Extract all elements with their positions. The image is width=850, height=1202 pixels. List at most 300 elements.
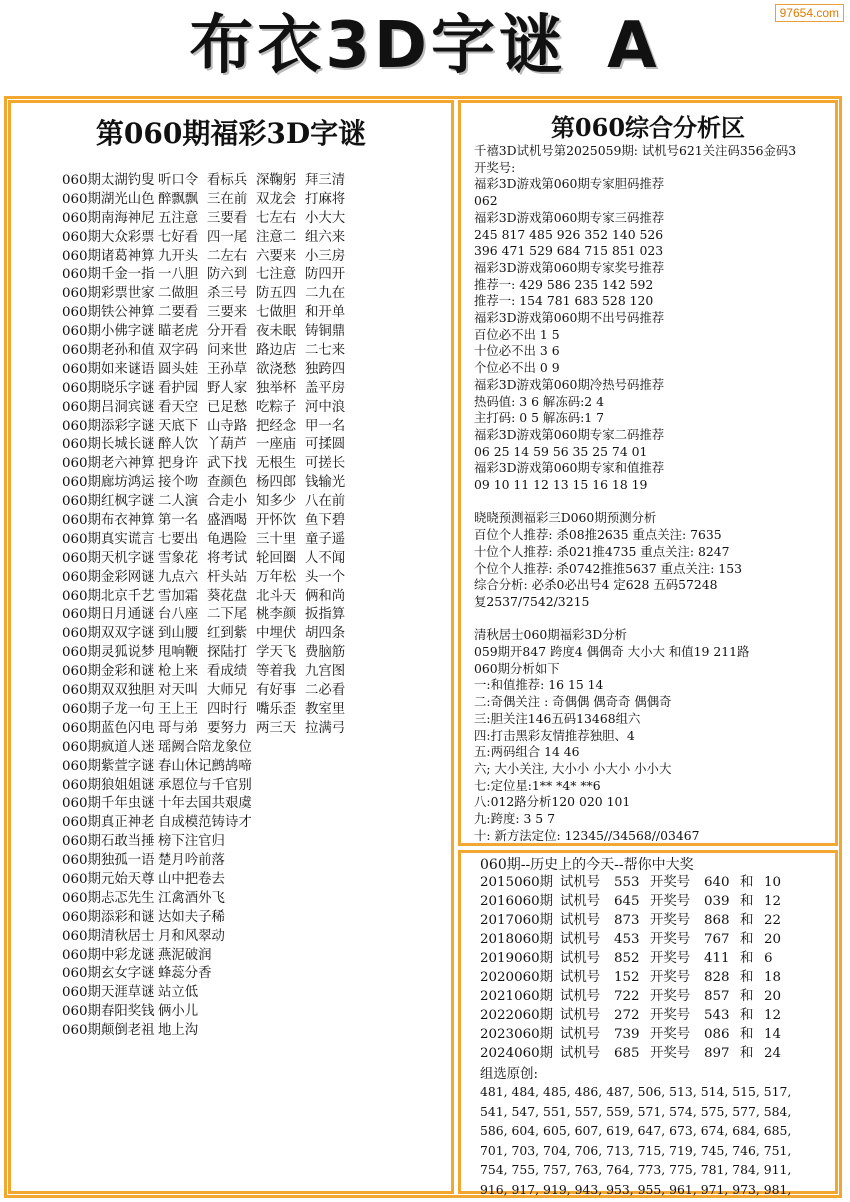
riddle-row: [62, 984, 354, 1003]
analysis-line: 复2537/7542/3215: [474, 593, 590, 609]
riddle-source: 060期老孙和值: [62, 343, 155, 359]
riddle-clue: 胡四条: [305, 626, 346, 642]
analysis-line: 十位必不出 3 6: [474, 343, 560, 359]
riddle-source: 060期湖光山色: [62, 191, 155, 207]
riddle-clue: 三要看: [207, 210, 248, 226]
riddle-clue: 第一名: [158, 513, 199, 529]
riddle-row: [62, 814, 354, 833]
history-test-label: 试机号: [560, 951, 601, 966]
analysis-line: 09 10 11 12 13 15 16 18 19: [474, 477, 648, 493]
riddle-clue: 甩响鞭: [158, 645, 199, 661]
history-title: 060期--历史上的今天--帮你中大奖: [480, 857, 694, 873]
riddle-clue: 二必看: [305, 683, 346, 699]
history-period: 2021060期: [480, 989, 554, 1004]
riddle-clue: 四时行: [207, 701, 248, 717]
riddle-clue: 双龙会: [256, 191, 297, 207]
riddle-clue: 接个吻: [158, 475, 199, 491]
history-draw-label: 开奖号: [650, 913, 691, 928]
riddle-clue: 费脑筋: [305, 645, 346, 661]
riddle-source: 060期日月通谜: [62, 607, 155, 623]
riddle-clue: 分开看: [207, 324, 248, 340]
riddle-clue: 可揉圆: [305, 437, 346, 453]
analysis-line: 福彩3D游戏第060期专家二码推荐: [474, 426, 665, 442]
riddle-row: [62, 720, 354, 739]
riddle-clue: 三十里: [256, 531, 297, 547]
analysis-line: 四:打击黑彩友情推荐独胆、4: [474, 727, 635, 743]
riddle-row: [62, 758, 354, 777]
riddle-row: [62, 323, 354, 342]
history-test-number: 272: [614, 1008, 640, 1023]
analysis-gap: [474, 611, 834, 628]
riddle-source: 060期忐忑先生: [62, 890, 155, 906]
riddle-row: [62, 304, 354, 323]
riddle-clue: 万年松: [256, 569, 297, 585]
analysis-line: 福彩3D游戏第060期专家奖号推荐: [474, 259, 665, 275]
riddle-clue: 王上王: [158, 701, 199, 717]
riddle-clue: 四一尾: [207, 229, 248, 245]
riddle-row: [62, 1003, 354, 1022]
riddle-row: [62, 795, 354, 814]
history-test-label: 试机号: [560, 1046, 601, 1061]
riddle-row: [62, 531, 354, 550]
riddle-clue: 圆头娃: [158, 361, 199, 377]
riddle-clue: 春山休记鹧鸪啼: [158, 758, 252, 774]
analysis-line: 059期开847 跨度4 偶偶奇 大小大 和值19 211路: [474, 644, 750, 660]
analysis-line: 福彩3D游戏第060期专家和值推荐: [474, 460, 665, 476]
analysis-gap: [474, 494, 834, 511]
riddle-clue: 可搓长: [305, 456, 346, 472]
analysis-line: 开奖号:: [474, 159, 516, 175]
riddle-row: [62, 852, 354, 871]
analysis-line: 百位个人推荐: 杀08推2635 重点关注: 7635: [474, 527, 722, 543]
riddle-clue: 拜三清: [305, 173, 346, 188]
riddle-source: 060期石敢当捶: [62, 834, 155, 850]
riddle-clue: 查颜色: [207, 475, 248, 491]
history-sum: 12: [764, 894, 782, 909]
history-test-label: 试机号: [560, 989, 601, 1004]
riddle-row: [62, 909, 354, 928]
riddle-clue: 人不闻: [305, 550, 346, 566]
riddle-clue: 看标兵: [207, 173, 248, 188]
riddle-clue: 组六来: [305, 229, 346, 245]
riddle-source: 060期老六神算: [62, 456, 155, 472]
riddle-clue: 七左右: [256, 210, 297, 226]
riddle-clue: 鱼下碧: [305, 513, 346, 529]
riddle-clue: 二左右: [207, 248, 248, 264]
riddle-clue: 嘴乐歪: [256, 701, 297, 717]
history-sum-label: 和: [740, 1027, 754, 1042]
riddle-source: 060期金彩网谜: [62, 569, 155, 585]
riddle-source: 060期千年虫谜: [62, 796, 155, 812]
riddle-clue: 探陆打: [207, 645, 248, 661]
history-row: [480, 1025, 781, 1044]
history-period: 2020060期: [480, 970, 554, 985]
history-test-number: 685: [614, 1046, 640, 1061]
history-draw-number: 640: [704, 875, 730, 890]
history-draw-number: 039: [704, 894, 730, 909]
history-test-number: 722: [614, 989, 640, 1004]
history-period: 2023060期: [480, 1027, 554, 1042]
riddle-source: 060期小佛字谜: [62, 324, 155, 340]
riddle-clue: 雪加霜: [158, 588, 199, 604]
history-test-label: 试机号: [560, 894, 601, 909]
analysis-line: 个位必不出 0 9: [474, 360, 560, 376]
riddle-clue: 盛酒喝: [207, 513, 248, 529]
riddle-row: [62, 285, 354, 304]
history-sum-label: 和: [740, 913, 754, 928]
riddle-clue: 一八胆: [158, 267, 199, 283]
riddle-clue: 一座庙: [256, 437, 297, 453]
riddle-clue: 小三房: [305, 248, 346, 264]
history-draw-label: 开奖号: [650, 970, 691, 985]
riddle-row: [62, 965, 354, 984]
analysis-line: 福彩3D游戏第060期专家胆码推荐: [474, 176, 665, 192]
riddle-source: 060期天机字谜: [62, 550, 155, 566]
analysis-line: 推荐一: 154 781 683 528 120: [474, 293, 654, 309]
riddle-source: 060期灵狐说梦: [62, 645, 155, 661]
history-draw-label: 开奖号: [650, 1046, 691, 1061]
history-table: [480, 873, 781, 1063]
history-sum: 20: [764, 989, 782, 1004]
history-sum: 14: [764, 1027, 782, 1042]
riddle-clue: 七要出: [158, 531, 199, 547]
riddle-clue: 红到紫: [207, 626, 248, 642]
riddle-clue: 杆头站: [207, 569, 248, 585]
riddle-clue: 防四开: [305, 267, 346, 283]
riddle-clue: 防六到: [207, 267, 248, 283]
analysis-line: 清秋居士060期福彩3D分析: [474, 627, 627, 643]
analysis-line: 五:两码组合 14 46: [474, 744, 580, 760]
riddle-clue: 雪象花: [158, 550, 199, 566]
banner-letter: A: [607, 9, 661, 83]
riddle-source: 060期添彩字谜: [62, 418, 155, 434]
riddle-clue: 二要看: [158, 305, 199, 321]
history-test-label: 试机号: [560, 970, 601, 985]
history-test-label: 试机号: [560, 913, 601, 928]
history-sum-label: 和: [740, 932, 754, 947]
history-period: 2015060期: [480, 875, 554, 890]
riddle-source: 060期蓝色闪电: [62, 720, 155, 736]
history-sum-label: 和: [740, 875, 754, 890]
riddle-clue: 站立低: [158, 985, 199, 1001]
analysis-line: 一:和值推荐: 16 15 14: [474, 677, 604, 693]
riddle-clue: 丫葫芦: [207, 437, 248, 453]
riddle-source: 060期北京千艺: [62, 588, 155, 604]
banner-text: 布衣3D字谜: [189, 9, 568, 83]
history-period: 2017060期: [480, 913, 554, 928]
riddle-clue: 拉满弓: [305, 720, 346, 736]
history-row: [480, 892, 781, 911]
riddle-row: [62, 644, 354, 663]
riddle-clue: 达如夫子稀: [158, 909, 225, 925]
riddle-source: 060期如来谜语: [62, 361, 155, 377]
riddle-clue: 把身许: [158, 456, 199, 472]
riddle-clue: 听口令: [158, 173, 199, 188]
riddle-clue: 枪上来: [158, 664, 199, 680]
riddle-clue: 有好事: [256, 683, 297, 699]
riddle-row: [62, 512, 354, 531]
history-sum: 6: [764, 951, 773, 966]
riddle-row: [62, 833, 354, 852]
riddle-clue: 问来世: [207, 343, 248, 359]
history-sum: 20: [764, 932, 782, 947]
analysis-line: 八:012路分析120 020 101: [474, 794, 631, 810]
banner-title: [0, 4, 850, 92]
history-sum: 24: [764, 1046, 782, 1061]
history-row: [480, 873, 781, 892]
history-draw-number: 086: [704, 1027, 730, 1042]
riddle-clue: 天底下: [158, 418, 199, 434]
riddle-source: 060期狼姐姐谜: [62, 777, 155, 793]
riddle-clue: 和开单: [305, 305, 346, 321]
riddle-clue: 瑶阙合陪龙象位: [158, 739, 252, 755]
riddle-clue: 打麻将: [305, 191, 346, 207]
riddle-clue: 山中把卷去: [158, 871, 225, 887]
riddle-clue: 五注意: [158, 210, 199, 226]
history-row: [480, 949, 781, 968]
riddle-clue: 龟遇险: [207, 531, 248, 547]
riddle-row: [62, 248, 354, 267]
riddle-row: [62, 436, 354, 455]
analysis-text: [474, 143, 834, 845]
riddle-source: 060期彩票世家: [62, 286, 155, 302]
riddle-clue: 二七来: [305, 343, 346, 359]
riddle-clue: 地上沟: [158, 1023, 199, 1039]
riddle-row: [62, 1022, 354, 1041]
history-test-label: 试机号: [560, 1008, 601, 1023]
riddle-clue: 山寺路: [207, 418, 248, 434]
history-row: [480, 930, 781, 949]
history-sum: 22: [764, 913, 782, 928]
riddle-clue: 自成模范铸诗才: [158, 815, 252, 831]
riddle-source: 060期天涯草谜: [62, 985, 155, 1001]
history-draw-label: 开奖号: [650, 1008, 691, 1023]
analysis-line: 三:胆关注146五码13468组六: [474, 710, 641, 726]
riddle-clue: 九点六: [158, 569, 199, 585]
riddle-source: 060期真实谎言: [62, 531, 155, 547]
history-period: 2018060期: [480, 932, 554, 947]
analysis-line: 主打码: 0 5 解冻码:1 7: [474, 410, 604, 426]
history-draw-number: 868: [704, 913, 730, 928]
riddle-clue: 俩小儿: [158, 1004, 199, 1020]
riddle-clue: 深鞠躬: [256, 173, 297, 188]
riddle-clue: 等着我: [256, 664, 297, 680]
riddle-clue: 八在前: [305, 494, 346, 510]
history-sum-label: 和: [740, 1008, 754, 1023]
riddle-row: [62, 682, 354, 701]
history-sum: 18: [764, 970, 782, 985]
riddle-clue: 台八座: [158, 607, 199, 623]
riddle-clue: 江禽酒外飞: [158, 890, 225, 906]
riddle-clue: 铸铜鼎: [305, 324, 346, 340]
riddle-clue: 看护园: [158, 380, 199, 396]
riddle-clue: 三在前: [207, 191, 248, 207]
riddle-row: [62, 455, 354, 474]
riddle-source: 060期吕洞宾谜: [62, 399, 155, 415]
riddle-row: [62, 947, 354, 966]
riddle-clue: 承恩位与千官别: [158, 777, 252, 793]
riddle-source: 060期春阳奖钱: [62, 1004, 155, 1020]
history-draw-number: 857: [704, 989, 730, 1004]
analysis-line: 综合分析: 必杀0必出号4 定628 五码57248: [474, 577, 718, 593]
riddle-row: [62, 342, 354, 361]
riddle-clue: 知多少: [256, 494, 297, 510]
riddle-clue: 路边店: [256, 343, 297, 359]
riddle-clue: 武下找: [207, 456, 248, 472]
riddle-clue: 三要来: [207, 305, 248, 321]
riddle-clue: 教室里: [305, 701, 346, 717]
history-draw-label: 开奖号: [650, 932, 691, 947]
riddle-source: 060期元始天尊: [62, 871, 155, 887]
riddle-clue: 看天空: [158, 399, 199, 415]
riddle-clue: 二下尾: [207, 607, 248, 623]
analysis-line: 福彩3D游戏第060期专家三码推荐: [474, 209, 665, 225]
history-row: [480, 987, 781, 1006]
analysis-line: 十: 新方法定位: 12345//34568//03467: [474, 827, 700, 843]
riddle-clue: 楚月吟前落: [158, 853, 225, 869]
riddle-source: 060期廊坊鸿运: [62, 475, 155, 491]
riddle-clue: 二九在: [305, 286, 346, 302]
riddle-row: [62, 266, 354, 285]
history-sum: 10: [764, 875, 782, 890]
riddle-row: [62, 380, 354, 399]
riddle-clue: 九开头: [158, 248, 199, 264]
riddle-clue: 北斗天: [256, 588, 297, 604]
riddle-row: [62, 701, 354, 720]
analysis-line: 062: [474, 193, 498, 209]
analysis-line: 060期分析如下: [474, 660, 560, 676]
riddle-source: 060期玄女字谜: [62, 966, 155, 982]
history-draw-label: 开奖号: [650, 951, 691, 966]
riddle-clue: 把经念: [256, 418, 297, 434]
history-period: 2024060期: [480, 1046, 554, 1061]
history-draw-number: 543: [704, 1008, 730, 1023]
riddle-clue: 扳指算: [305, 607, 346, 623]
analysis-line: 热码值: 3 6 解冻码:2 4: [474, 393, 604, 409]
history-draw-number: 411: [704, 951, 730, 966]
riddle-clue: 葵花盘: [207, 588, 248, 604]
riddle-source: 060期布衣神算: [62, 513, 155, 529]
riddle-clue: 月和风翠动: [158, 928, 225, 944]
riddle-clue: 童子遥: [305, 531, 346, 547]
history-period: 2016060期: [480, 894, 554, 909]
history-test-label: 试机号: [560, 875, 601, 890]
riddle-row: [62, 493, 354, 512]
riddle-row: [62, 418, 354, 437]
history-draw-label: 开奖号: [650, 989, 691, 1004]
riddle-clue: 蜂蕊分香: [158, 966, 212, 982]
riddle-source: 060期添彩和谜: [62, 909, 155, 925]
riddle-source: 060期颠倒老祖: [62, 1023, 155, 1039]
riddle-clue: 桃李颜: [256, 607, 297, 623]
riddle-clue: 甲一名: [305, 418, 346, 434]
analysis-line: 十位个人推荐: 杀021推4735 重点关注: 8247: [474, 543, 730, 559]
history-sum-label: 和: [740, 894, 754, 909]
history-row: [480, 911, 781, 930]
riddle-list: [62, 172, 354, 1041]
riddle-clue: 醉人饮: [158, 437, 199, 453]
riddle-clue: 杨四郎: [256, 475, 297, 491]
riddle-source: 060期铁公神算: [62, 305, 155, 321]
riddle-row: [62, 777, 354, 796]
riddle-source: 060期紫萱字谜: [62, 758, 155, 774]
riddle-clue: 夜未眠: [256, 324, 297, 340]
riddle-clue: 九宫图: [305, 664, 346, 680]
analysis-line: 245 817 485 926 352 140 526: [474, 226, 664, 242]
riddle-clue: 俩和尚: [305, 588, 346, 604]
analysis-line: 推荐一: 429 586 235 142 592: [474, 276, 654, 292]
riddle-source: 060期独孤一语: [62, 853, 155, 869]
riddle-clue: 学天飞: [256, 645, 297, 661]
analysis-line: 七:定位星:1** *4* **6: [474, 777, 601, 793]
riddle-clue: 轮回圈: [256, 550, 297, 566]
riddle-source: 060期晓乐字谜: [62, 380, 155, 396]
history-sum: 12: [764, 1008, 782, 1023]
riddle-clue: 头一个: [305, 569, 346, 585]
riddle-row: [62, 663, 354, 682]
riddle-clue: 醉飘飘: [158, 191, 199, 207]
riddle-clue: 防五四: [256, 286, 297, 302]
riddle-clue: 要努力: [207, 720, 248, 736]
history-test-label: 试机号: [560, 932, 601, 947]
analysis-line: 六; 大小关注, 大小小 小大小 小小大: [474, 760, 672, 776]
riddle-clue: 野人家: [207, 380, 248, 396]
history-draw-label: 开奖号: [650, 875, 691, 890]
riddle-row: [62, 569, 354, 588]
history-sum-label: 和: [740, 951, 754, 966]
history-period: 2019060期: [480, 951, 554, 966]
analysis-title: 第060综合分析区: [550, 113, 746, 142]
history-test-number: 453: [614, 932, 640, 947]
riddle-clue: 无根生: [256, 456, 297, 472]
riddle-clue: 盖平房: [305, 380, 346, 396]
history-sum-label: 和: [740, 1046, 754, 1061]
history-row: [480, 968, 781, 987]
riddle-clue: 小大大: [305, 210, 346, 226]
riddle-clue: 看成绩: [207, 664, 248, 680]
riddle-clue: 王孙草: [207, 361, 248, 377]
riddle-clue: 二做胆: [158, 286, 199, 302]
riddle-clue: 到山腰: [158, 626, 199, 642]
history-draw-number: 828: [704, 970, 730, 985]
site-tag[interactable]: 97654.com: [775, 4, 844, 22]
riddle-clue: 杀三号: [207, 286, 248, 302]
riddle-row: [62, 890, 354, 909]
riddle-clue: 合走小: [207, 494, 248, 510]
analysis-line: 千禧3D试机号第2025059期: 试机号621关注码356金码3: [474, 143, 797, 158]
riddle-clue: 双字码: [158, 343, 199, 359]
riddle-clue: 二人演: [158, 494, 199, 510]
riddle-row: [62, 361, 354, 380]
riddle-row: [62, 588, 354, 607]
riddle-clue: 开怀饮: [256, 513, 297, 529]
history-test-label: 试机号: [560, 1027, 601, 1042]
riddle-clue: 对天叫: [158, 683, 199, 699]
riddle-clue: 七做胆: [256, 305, 297, 321]
riddle-row: [62, 229, 354, 248]
history-draw-label: 开奖号: [650, 1027, 691, 1042]
riddle-row: [62, 191, 354, 210]
riddle-clue: 燕泥破润: [158, 947, 212, 963]
riddle-clue: 中埋伏: [256, 626, 297, 642]
riddle-clue: 榜下注官归: [158, 834, 225, 850]
history-sum-label: 和: [740, 970, 754, 985]
riddle-source: 060期大众彩票: [62, 229, 155, 245]
riddle-row: [62, 928, 354, 947]
riddle-clue: 钱输光: [305, 475, 346, 491]
analysis-line: 福彩3D游戏第060期不出号码推荐: [474, 310, 665, 326]
riddle-source: 060期长城长谜: [62, 437, 155, 453]
